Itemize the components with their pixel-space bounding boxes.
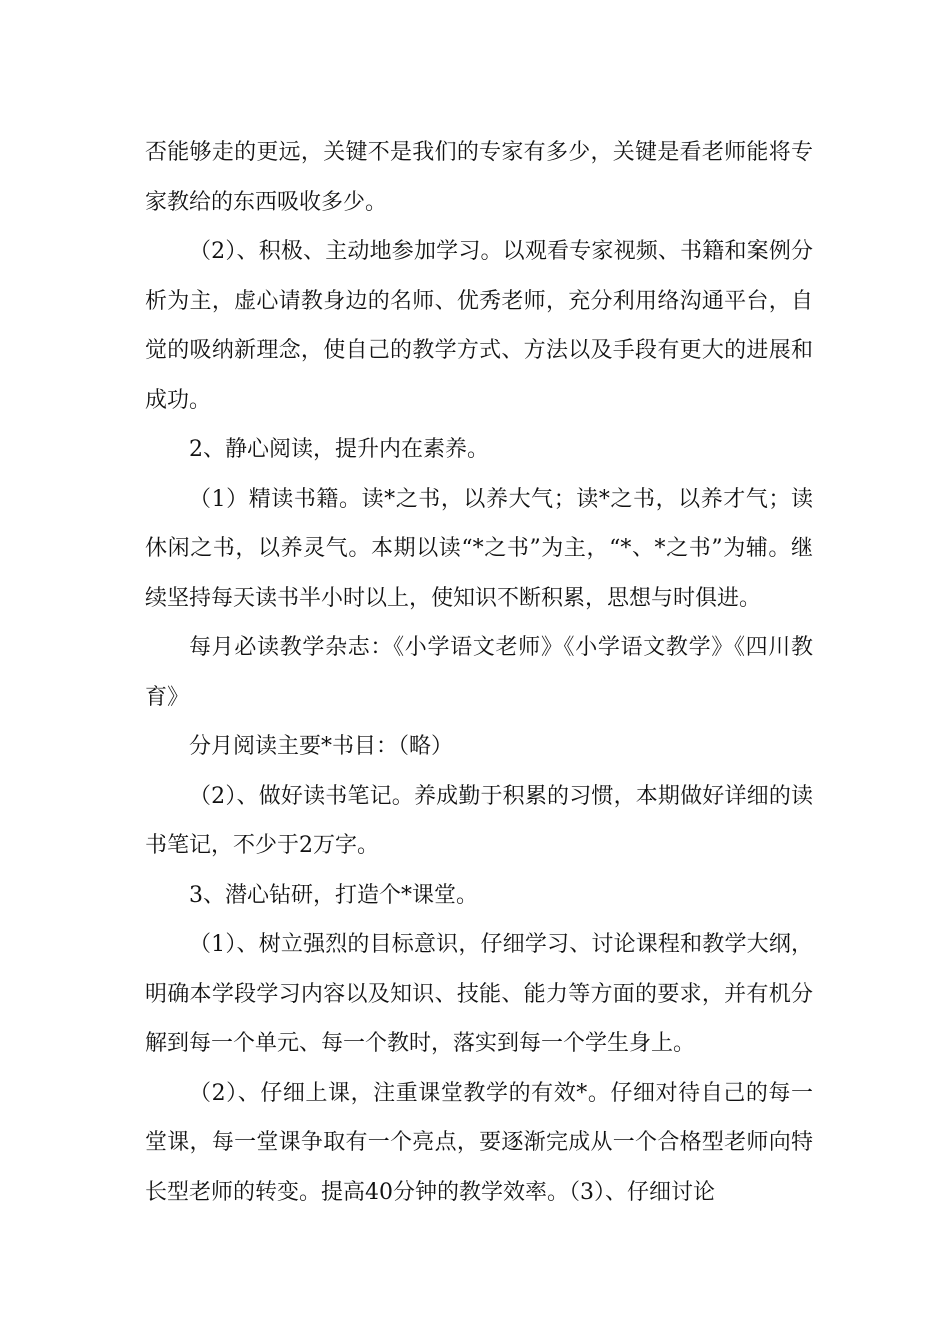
paragraph-magazines: 每月必读教学杂志：《小学语文老师》《小学语文教学》《四川教育》 (145, 635, 813, 710)
paragraph-intensive-reading: （1）精读书籍。读*之书，以养大气；读*之书，以养才气；读休闲之书，以养灵气。本期以读“*之书”为主，“*、*之书”为辅。继续坚持每天读书半小时以上，使知识不断积累，思想与时俱进。 (145, 486, 813, 611)
paragraph-monthly-booklist: 分月阅读主要*书目：（略） (189, 734, 454, 759)
document-body (145, 128, 813, 1217)
section-heading-reading: 2、静心阅读，提升内在素养。 (189, 437, 489, 462)
paragraph-effective-teaching: （2）、仔细上课，注重课堂教学的有效*。仔细对待自己的每一堂课，每一堂课争取有一个亮点，要逐渐完成从一个合格型老师向特长型老师的转变。提高40分钟的教学效率。（3）、仔细讨论 (145, 1080, 813, 1205)
paragraph-goal-awareness: （1）、树立强烈的目标意识，仔细学习、讨论课程和教学大纲，明确本学段学习内容以及知识、技能、能力等方面的要求，并有机分解到每一个单元、每一个教时，落实到每一个学生身上。 (145, 932, 813, 1056)
paragraph-reading-notes: （2）、做好读书笔记。养成勤于积累的习惯，本期做好详细的读书笔记，不少于2万字。 (145, 783, 813, 858)
paragraph-continuation: 否能够走的更远，关键不是我们的专家有多少，关键是看老师能将专家教给的东西吸收多少。 (145, 140, 813, 215)
paragraph-active-learning: （2）、积极、主动地参加学习。以观看专家视频、书籍和案例分析为主，虚心请教身边的名师、优秀老师，充分利用络沟通平台，自觉的吸纳新理念，使自己的教学方式、方法以及手段有更大的进展和成功。 (145, 239, 813, 413)
section-heading-classroom: 3、潜心钻研，打造个*课堂。 (189, 882, 478, 908)
